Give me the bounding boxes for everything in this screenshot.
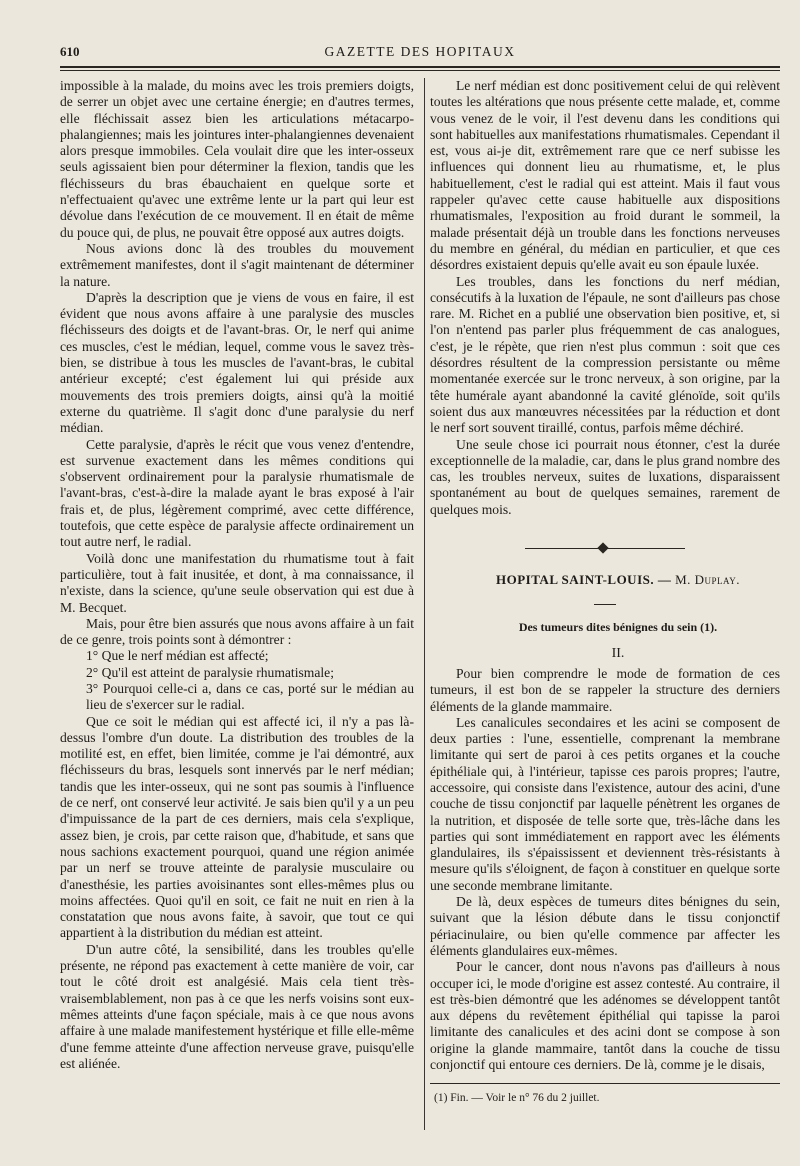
paragraph: Une seule chose ici pourrait nous étonner, c'est la durée exceptionnelle de la maladie, car, dans le plus grand nombre des cas, les troubles nerveux, suites de luxations, disparaissent spontanément au bout de quelques semaines, rarement de quelques mois. [430, 436, 780, 517]
paragraph: Nous avions donc là des troubles du mouvement extrêmement manifestes, dont il s'agit maintenant de déterminer la nature. [60, 240, 414, 289]
right-column [430, 78, 780, 1107]
paragraph: Les canalicules secondaires et les acini se composent de deux parties : l'une, essentielle, comprenant la membrane limitante qui sert de paroi à ces petits organes et la couche épithéliale qui, à l'intérieur, tapisse ces parois propres; l'autre, accessoire, qui consiste dans l'existence, autour des acini, d'une couche de tissu conjonctif par laquelle pénètrent les organes de la nutrition, et disposée de telle sorte que, très-lâche dans les parties qui sont immédiatement en rapport avec les éléments glandulaires, ils s'épaississent et deviennent très-résistants à mesure qu'ils s'éloignent, de façon à constituer en quelque sorte une seconde membrane limitante. [430, 714, 780, 893]
page-number: 610 [60, 44, 80, 59]
paragraph: De là, deux espèces de tumeurs dites bénignes du sein, suivant que la lésion débute dans le tissu conjonctif périacinulaire, ou bien qu'elle commence par affecter les éléments glandulaires eux-mêmes. [430, 894, 780, 958]
paragraph: D'un autre côté, la sensibilité, dans les troubles qu'elle présente, ne répond pas exactement à cette manière de voir, car tout le côté droit est analgésié. Mais cela tient très-vraisemblablement, non pas à ce que les nerfs voisins sont eux-mêmes atteints d'une façon spéciale, mais à ce que nous avons affaire à une malade manifestement hystérique et fille elle-même d'une femme atteinte d'une affection nerveuse grave, puisqu'elle est aliénée. [60, 941, 414, 1071]
header-rule [60, 66, 780, 71]
paragraph: D'après la description que je viens de vous en faire, il est évident que nous avons affaire à une paralysie des muscles fléchisseurs des doigts et de l'avant-bras. Or, le nerf qui anime ces muscles, c'est le médian, lequel, comme vous le savez très-bien, se distribue à tous les muscles de l'avant-bras, le cubital antérieur excepté; c'est également lui qui préside aux mouvements des trois premiers doigts, ainsi qu'à la moitié externe du quatrième. Il s'agit donc d'une paralysie du nerf médian. [60, 289, 414, 436]
hospital-name: HOPITAL SAINT-LOUIS. [496, 572, 655, 588]
paragraph: Pour le cancer, dont nous n'avons pas d'ailleurs à nous occuper ici, le mode d'origine est assez contesté. Au contraire, il est très-bien démontré que les adénomes se développent tantôt aux dépens du revêtement épithélial qui tapisse la paroi limitante des canalicules et des acini dont se compose à son origine la glande mammaire, tantôt dans la couche de tissu conjonctif qui entoure ces derniers. De là, comme je le disais, [430, 959, 780, 1073]
section-ornament [525, 544, 685, 554]
left-column [60, 78, 414, 1072]
physician-name: M. Duplay. [675, 572, 740, 588]
short-rule [594, 604, 616, 605]
footnote: (1) Fin. — Voir le n° 76 du 2 juillet. [434, 1092, 600, 1105]
paragraph: Que ce soit le médian qui est affecté ici, il n'y a pas là-dessus l'ombre d'un doute. La distribution des troubles de la motilité est, en effet, bien limitée, comme je l'ai démontré, aux fléchisseurs du bras, lesquels sont innervés par le nerf médian; tandis que les inter-osseux, qui ne sont pas soumis à l'influence de ce nerf, ont conservé leur activité. Je sais bien qu'il y a un peu d'impuissance de la part de ces derniers, mais cela s'explique, assez bien, je crois, par cette raison que, d'habitude, et sans que nous sachions exactement pourquoi, quand une région animée par un nerf se trouve atteinte de paralysie musculaire ou d'anesthésie, les parties avoisinantes sont elles-mêmes plus ou moins affectées. Quoi qu'il en soit, ce fait ne nuit en rien à la constatation que nous avons faite, à savoir, que tout ce qui appartient à la distribution du médian est atteint. [60, 713, 414, 941]
page-header [60, 44, 780, 64]
footnote-rule [430, 1083, 780, 1084]
paragraph: Pour bien comprendre le mode de formation de ces tumeurs, il est bon de se rappeler la structure des derniers éléments de la glande mammaire. [430, 665, 780, 714]
hospital-heading [430, 572, 780, 588]
heading-dash: — [657, 572, 672, 588]
paragraph: Voilà donc une manifestation du rhumatisme tout à fait particulière, tout à fait inusitée, et dont, à ma connaissance, il n'existe, dans la science, qu'une seule observation qui est due à M. Becquet. [60, 550, 414, 615]
article-title: Des tumeurs dites bénignes du sein (1). [518, 620, 718, 635]
list-item: 3° Pourquoi celle-ci a, dans ce cas, porté sur le médian au lieu de s'exercer sur le radial. [86, 680, 414, 713]
paragraph: impossible à la malade, du moins avec les trois premiers doigts, de serrer un objet avec une certaine énergie; en d'autres termes, elle fléchissait assez bien les articulations métacarpo-phalangiennes; mais les jointures inter-phalangiennes devenaient alors presque immobiles. Cela voulait dire que les inter-osseux seuls agissaient bien pour déterminer la flexion, tandis que les fléchisseurs du bras ébauchaient en quelque sorte et n'effectuaient qu'avec une extrême lente ur la part qui leur est dévolue dans l'exécution de ce mouvement. Il en était de même du pouce qui, de plus, ne pouvait être opposé aux autres doigts. [60, 78, 414, 240]
paragraph: Les troubles, dans les fonctions du nerf médian, consécutifs à la luxation de l'épaule, ne sont d'ailleurs pas chose rare. M. Richet en a publié une observation bien positive, et, si l'on n'entend pas parler plus fréquemment de cas analogues, c'est, je le répète, que rien n'est plus commun : soit que ces désordres résultent de la compression persistante ou même momentanée exercée sur le tronc nerveux, à son origine, par la tête humérale ayant abandonné la cavité glénoïde, soit qu'ils soient dus aux manœuvres nécessitées par la réduction et dont le nerf sort souvent tiraillé, contus, parfois même déchiré. [430, 273, 780, 436]
paragraph: Cette paralysie, d'après le récit que vous venez d'entendre, est survenue exactement dans les mêmes conditions qui s'observent ordinairement pour la paralysie rhumatismale de l'avant-bras, c'est-à-dire la malade ayant le bras exposé à l'air frais et, de plus, légèrement comprimé, avec cette différence, toutefois, que cette espèce de paralysie affecte ordinairement un tout autre nerf, le radial. [60, 436, 414, 550]
paragraph: Mais, pour être bien assurés que nous avons affaire à un fait de ce genre, trois points sont à démontrer : [60, 615, 414, 648]
section-number: II. [611, 645, 625, 661]
paragraph: Le nerf médian est donc positivement celui de qui relèvent toutes les altérations que nous présente cette malade, et, comme vous venez de le voir, il l'est devenu dans les conditions qui sont habituelles aux manifestations rhumatismales. Cependant il est, vous ai-je dit, extrêmement rare que ce nerf subisse les influences qui donnent lieu au rhumatisme, et, le plus habituellement, c'est le radial qui est atteint. Mais il faut vous rappeler qu'avec cette cause habituelle aux dispositions rhumatismales, l'exposition au froid durant le sommeil, la malade présentait déjà un trouble dans les fonctions nerveuses du membre en général, du médian en particulier, et que ces désordres existaient depuis qu'elle avait eu son épaule luxée. [430, 78, 780, 273]
running-title: GAZETTE DES HOPITAUX [324, 44, 516, 59]
list-item: 2° Qu'il est atteint de paralysie rhumatismale; [86, 664, 334, 680]
column-divider [424, 78, 425, 1130]
list-item: 1° Que le nerf médian est affecté; [86, 648, 269, 664]
